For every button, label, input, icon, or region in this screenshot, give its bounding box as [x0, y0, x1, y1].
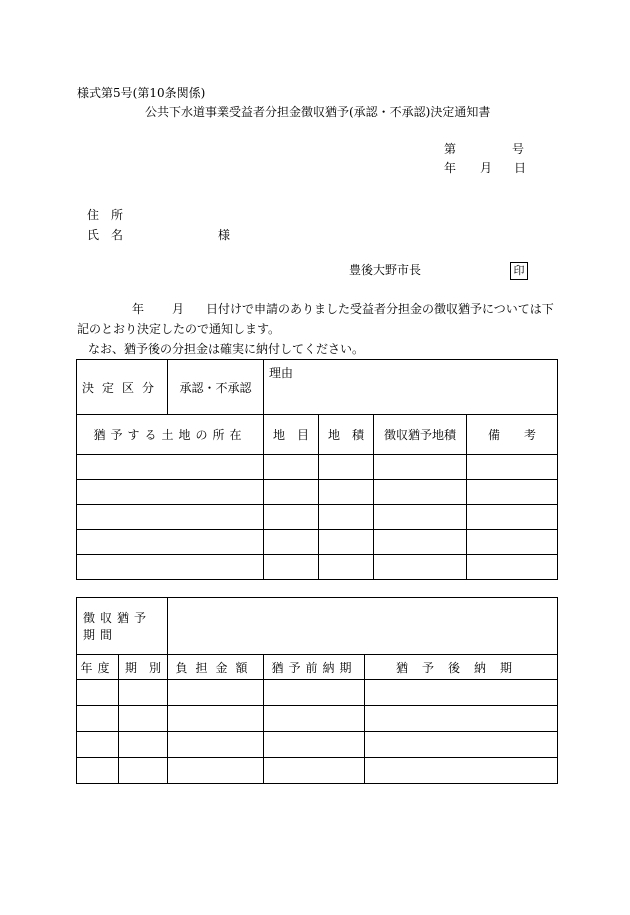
table-cell[interactable] [119, 680, 168, 706]
honorific: 様 [218, 228, 231, 242]
table-cell[interactable] [77, 758, 119, 784]
table-row [77, 732, 558, 758]
table-cell[interactable] [264, 680, 365, 706]
table-cell[interactable] [77, 680, 119, 706]
document-title: 公共下水道事業受益者分担金徴収猶予(承認・不承認)決定通知書 [145, 105, 491, 119]
body-line-2: 記のとおり決定したので通知します。 [77, 322, 281, 336]
form-number: 様式第5号(第10条関係) [77, 86, 206, 100]
reason-label: 理由 [264, 360, 558, 415]
body-line-3: なお、猶予後の分担金は確実に納付してください。 [88, 342, 365, 356]
table-cell[interactable] [467, 505, 558, 530]
date-year: 年 [444, 161, 457, 175]
table-cell[interactable] [168, 706, 264, 732]
table-cell[interactable] [319, 530, 374, 555]
deferral-period-value[interactable] [168, 598, 558, 655]
table1-header-area: 地 積 [319, 415, 374, 455]
table-row [77, 505, 558, 530]
table-cell[interactable] [467, 480, 558, 505]
date-month: 月 [480, 161, 493, 175]
table-cell[interactable] [374, 480, 467, 505]
table-cell[interactable] [77, 480, 264, 505]
table-cell[interactable] [264, 455, 319, 480]
table1-header-location: 猶予する土地の所在 [77, 415, 264, 455]
table-row [77, 680, 558, 706]
table-cell[interactable] [264, 555, 319, 580]
date-day: 日 [514, 161, 527, 175]
table-cell[interactable] [319, 455, 374, 480]
table-cell[interactable] [264, 758, 365, 784]
deferral-period-label: 徴収猶予期間 [77, 598, 168, 655]
issuer-name: 豊後大野市長 [349, 263, 422, 277]
table-cell[interactable] [467, 530, 558, 555]
table-cell[interactable] [365, 758, 558, 784]
table-cell[interactable] [264, 505, 319, 530]
seal-mark: 印 [510, 262, 528, 280]
body-line-1: 日付けで申請のありました受益者分担金の徴収猶予については下 [206, 302, 554, 316]
table-cell[interactable] [119, 706, 168, 732]
name-label: 氏 名 [87, 228, 124, 242]
table2-header-period: 期 別 [119, 655, 168, 680]
doc-number-suffix: 号 [512, 142, 525, 156]
table2-header-fiscal-year: 年度 [77, 655, 119, 680]
table-cell[interactable] [168, 758, 264, 784]
table1-header-category: 地 目 [264, 415, 319, 455]
table-cell[interactable] [467, 455, 558, 480]
table2-header-amount: 負担金額 [168, 655, 264, 680]
table-cell[interactable] [319, 480, 374, 505]
payment-table [76, 597, 558, 784]
table-cell[interactable] [77, 505, 264, 530]
decision-label: 決定区分 [77, 360, 168, 415]
table-cell[interactable] [168, 680, 264, 706]
table-cell[interactable] [374, 555, 467, 580]
table-row [77, 455, 558, 480]
table1-header-remarks: 備 考 [467, 415, 558, 455]
table-cell[interactable] [77, 555, 264, 580]
address-label: 住 所 [87, 208, 124, 222]
table2-header-after: 猶予後納期 [365, 655, 558, 680]
decision-value: 承認・不承認 [168, 360, 264, 415]
body-year: 年 [132, 302, 145, 316]
table-cell[interactable] [264, 706, 365, 732]
table-cell[interactable] [319, 555, 374, 580]
table-cell[interactable] [168, 732, 264, 758]
table-cell[interactable] [77, 530, 264, 555]
table-cell[interactable] [365, 706, 558, 732]
table-cell[interactable] [264, 480, 319, 505]
table-cell[interactable] [374, 455, 467, 480]
table-cell[interactable] [264, 530, 319, 555]
table-cell[interactable] [77, 706, 119, 732]
table-cell[interactable] [365, 732, 558, 758]
table-cell[interactable] [119, 758, 168, 784]
table1-header-deferred-area: 徴収猶予地積 [374, 415, 467, 455]
table2-header-before: 猶予前納期 [264, 655, 365, 680]
table-cell[interactable] [119, 732, 168, 758]
table-cell[interactable] [77, 455, 264, 480]
land-table [76, 359, 558, 580]
body-month: 月 [172, 302, 185, 316]
table-cell[interactable] [374, 505, 467, 530]
table-row [77, 480, 558, 505]
table-row [77, 706, 558, 732]
table-cell[interactable] [264, 732, 365, 758]
doc-number-label: 第 [444, 142, 457, 156]
table-cell[interactable] [374, 530, 467, 555]
table-cell[interactable] [365, 680, 558, 706]
table-row [77, 530, 558, 555]
table-cell[interactable] [77, 732, 119, 758]
table-cell[interactable] [319, 505, 374, 530]
table-cell[interactable] [467, 555, 558, 580]
table-row [77, 758, 558, 784]
table-row [77, 555, 558, 580]
